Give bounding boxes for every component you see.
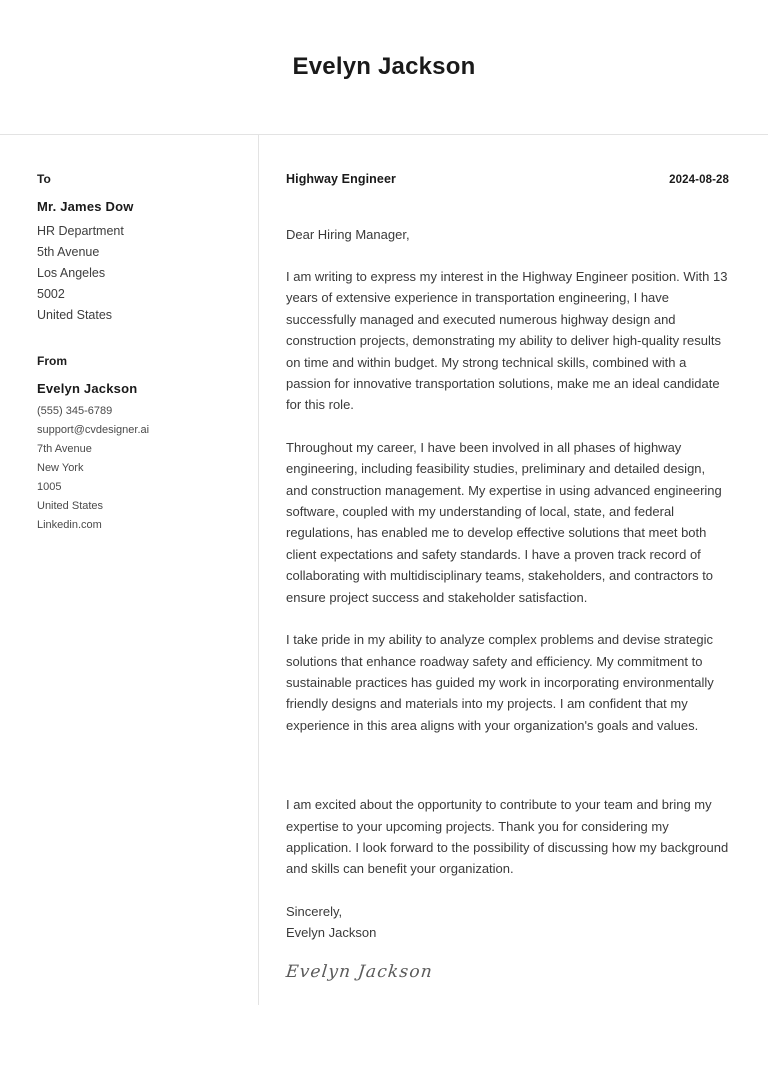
sender-block (37, 354, 238, 536)
letter-header (0, 0, 768, 134)
list-item: New York (37, 462, 84, 475)
job-title: Highway Engineer (286, 172, 396, 186)
list-item: 5002 (37, 286, 65, 301)
letter-meta-row (286, 172, 729, 186)
salutation: Dear Hiring Manager, (286, 227, 410, 242)
closing-salutation: Sincerely, (286, 903, 343, 919)
letter-paragraph-2: Throughout my career, I have been involved in all phases of highway engineering, including feasibility studies, preliminary and detailed design, and construction management. My expertise in using advanced engineering software, coupled with my understanding of local, state, and federal regulations, has enabled me to develop effective solutions that meet both client expectations and safety standards. I have a proven track record of collaborating with multidisciplinary teams, stakeholders, and contractors to ensure project success and stakeholder satisfaction. (286, 439, 722, 605)
list-item-website: Linkedin.com (37, 519, 102, 532)
list-item: 1005 (37, 481, 62, 494)
letter-content (0, 134, 768, 982)
list-item: 5th Avenue (37, 244, 100, 259)
recipient-address-list (37, 221, 238, 326)
list-item: United States (37, 307, 113, 322)
list-item: HR Department (37, 223, 124, 238)
list-item: 7th Avenue (37, 443, 92, 456)
to-label: To (37, 172, 51, 186)
sender-contact-list (37, 402, 238, 535)
list-item-phone: (555) 345-6789 (37, 405, 113, 418)
page-title: Evelyn Jackson (292, 52, 476, 80)
letter-body (258, 134, 768, 982)
column-divider (258, 135, 259, 1005)
list-item: United States (37, 500, 104, 513)
sender-name: Evelyn Jackson (37, 381, 138, 397)
header-divider (0, 134, 768, 135)
letter-date: 2024-08-28 (669, 174, 729, 186)
recipient-block (37, 172, 238, 326)
recipient-name: Mr. James Dow (37, 199, 134, 215)
list-item-email: support@cvdesigner.ai (37, 424, 150, 437)
from-label: From (37, 353, 67, 368)
letter-paragraph-4: I am excited about the opportunity to contribute to your team and bring my expertise to your upcoming projects. Thank you for considering my application. I look forward to the possibility of discussing how my background and skills can benefit your organization. (286, 797, 729, 877)
sidebar (0, 134, 258, 535)
closing-name: Evelyn Jackson (286, 924, 377, 940)
letter-paragraph-3: I take pride in my ability to analyze complex problems and devise strategic solutions that enhance roadway safety and efficiency. My commitment to sustainable practices has guided my work in incorporating environmentally friendly designs and materials into my projects. I am confident that my experience in this area aligns with your organization's goals and values. (286, 632, 714, 733)
letter-paragraph-1: I am writing to express my interest in the Highway Engineer position. With 13 years of extensive experience in transportation engineering, I have successfully managed and executed numerous highway design and construction projects, demonstrating my ability to deliver high-quality results on time and within budget. My strong technical skills, combined with a passion for innovative transportation solutions, make me an ideal candidate for this role. (286, 269, 728, 413)
signature: Evelyn Jackson (284, 961, 435, 982)
list-item: Los Angeles (37, 265, 106, 280)
